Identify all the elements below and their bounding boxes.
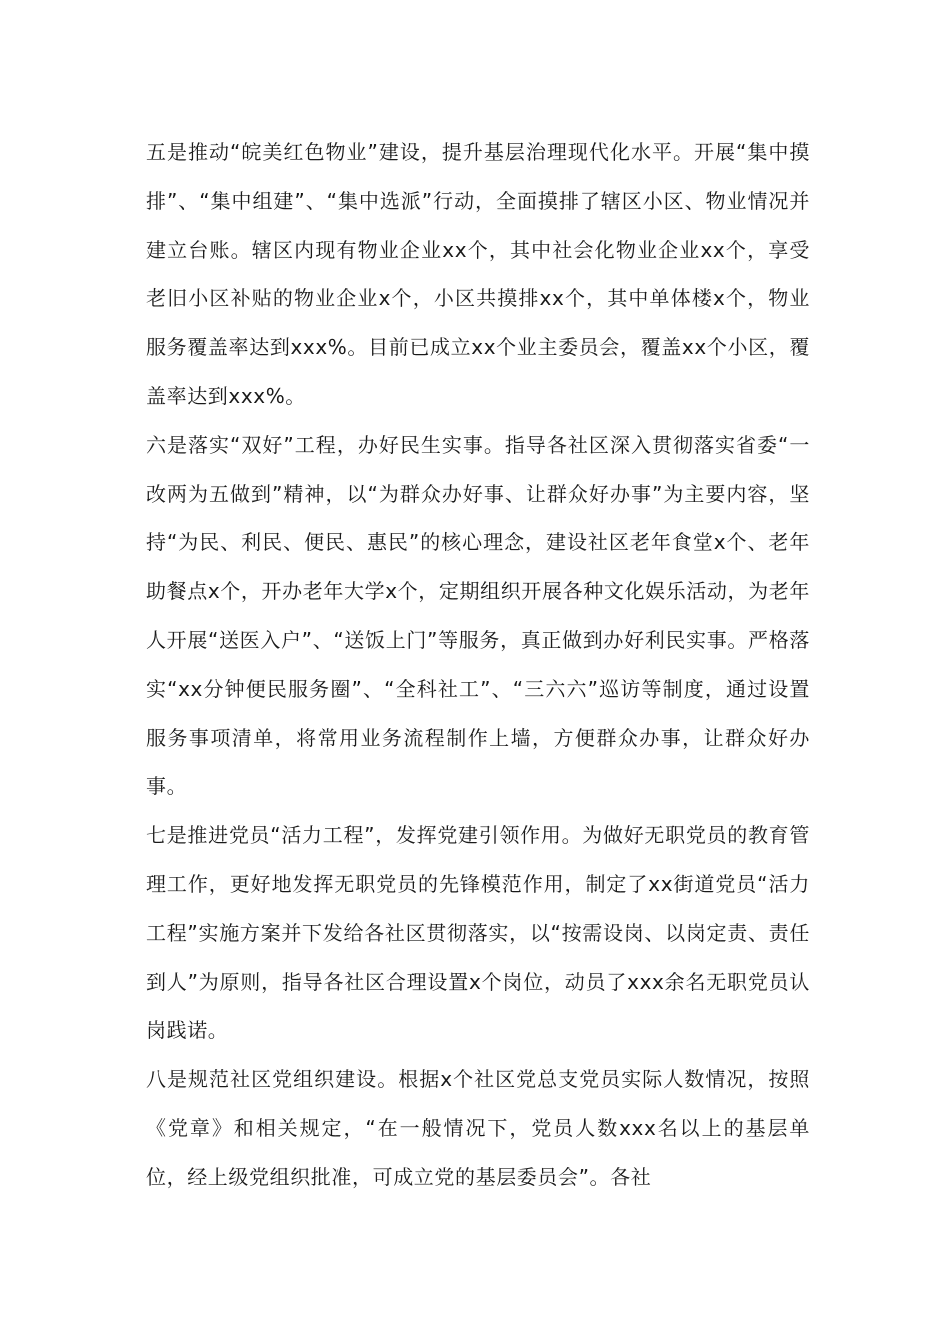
paragraph-property-management: 五是推动“皖美红色物业”建设，提升基层治理现代化水平。开展“集中摸排”、“集中组建”、“集中选派”行动，全面摸排了辖区小区、物业情况并建立台账。辖区内现有物业企业xx个，其中社会化物业企业xx个，享受老旧小区补贴的物业企业x个，小区共摸排xx个，其中单体楼x个，物业服务覆盖率达到xxx%。目前已成立xx个业主委员会，覆盖xx个小区，覆盖率达到xxx%。 bbox=[146, 140, 810, 408]
paragraph-livelihood-projects: 六是落实“双好”工程，办好民生实事。指导各社区深入贯彻落实省委“一改两为五做到”精神，以“为群众办好事、让群众好办事”为主要内容，坚持“为民、利民、便民、惠民”的核心理念，建设社区老年食堂x个、老年助餐点x个，开办老年大学x个，定期组织开展各种文化娱乐活动，为老年人开展“送医入户”、“送饭上门”等服务，真正做到办好利民实事。严格落实“xx分钟便民服务圈”、“全科社工”、“三六六”巡访等制度，通过设置服务事项清单，将常用业务流程制作上墙，方便群众办事，让群众好办事。 bbox=[146, 432, 810, 799]
paragraph-party-organization: 八是规范社区党组织建设。根据x个社区党总支党员实际人数情况，按照《党章》和相关规定，“在一般情况下，党员人数xxx名以上的基层单位，经上级党组织批准，可成立党的基层委员会”。各社 bbox=[146, 1067, 810, 1189]
document-body bbox=[146, 128, 810, 1202]
paragraph-party-vitality: 七是推进党员“活力工程”，发挥党建引领作用。为做好无职党员的教育管理工作，更好地发挥无职党员的先锋模范作用，制定了xx街道党员“活力工程”实施方案并下发给各社区贯彻落实，以“按需设岗、以岗定责、责任到人”为原则，指导各社区合理设置x个岗位，动员了xxx余名无职党员认岗践诺。 bbox=[146, 823, 810, 1043]
